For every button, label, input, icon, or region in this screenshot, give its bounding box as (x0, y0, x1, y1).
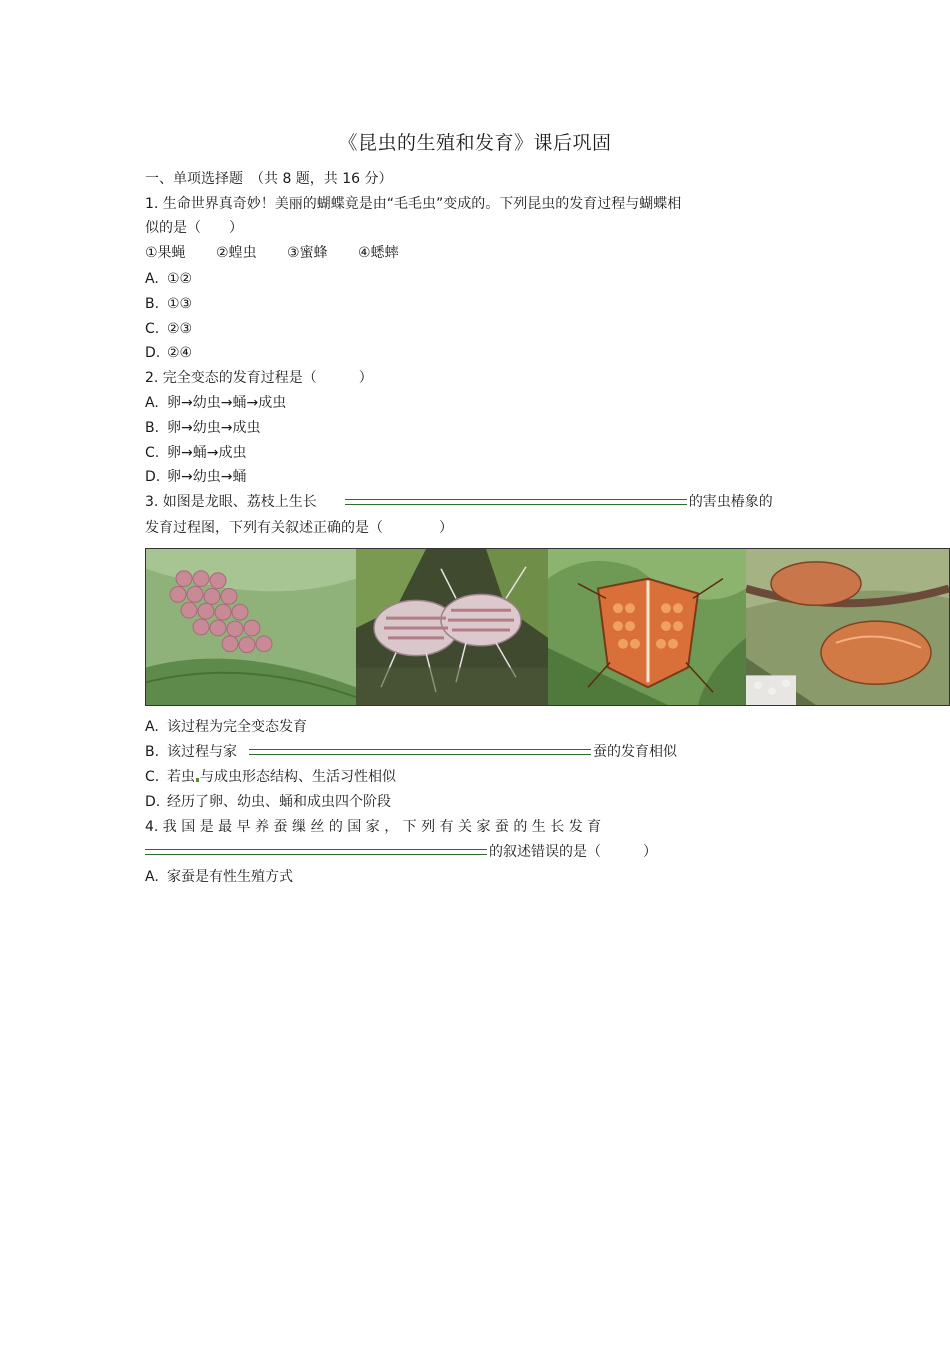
q2-option-a: A. 卵→幼虫→蛹→成虫 (145, 395, 287, 411)
q1-option-d: D. ②④ (145, 345, 193, 361)
q3-blank-line (345, 499, 687, 505)
q4-stem-line1: 4. 我 国 是 最 早 养 蚕 缫 丝 的 国 家 ， 下 列 有 关 家 蚕 的 生 长 发 育 (145, 819, 602, 835)
stray-mark (196, 778, 199, 782)
q1-items (145, 244, 399, 262)
q4-blank-line (145, 849, 487, 855)
q3-option-a: A. 该过程为完全变态发育 (145, 719, 307, 735)
q1-stem-line2: 似的是（ ） (145, 220, 243, 236)
q3-stem-line1: 3. 如图是龙眼、荔枝上生长 的害虫椿象的 (145, 494, 773, 510)
page-title: 《昆虫的生殖和发育》课后巩固 (338, 132, 612, 154)
q1-option-a: A. ①② (145, 271, 193, 287)
q1-item: ③蜜蜂 (287, 245, 328, 261)
egg-cluster-photo (146, 549, 356, 705)
q3-option-c: C. 若虫 与成虫形态结构、生活习性相似 (145, 769, 396, 785)
q2-option-b: B. 卵→幼虫→成虫 (145, 420, 261, 436)
young-nymph-photo (356, 549, 548, 705)
q1-item: ②蝗虫 (216, 245, 257, 261)
older-nymph-photo (548, 549, 746, 705)
q1-stem-line1: 1. 生命世界真奇妙！美丽的蝴蝶竟是由“毛毛虫”变成的。下列昆虫的发育过程与蝴蝶相 (145, 196, 682, 212)
q1-item: ④蟋蟀 (358, 245, 399, 261)
q1-option-b: B. ①③ (145, 296, 193, 312)
q4-option-a: A. 家蚕是有性生殖方式 (145, 869, 293, 885)
q4-stem-line2: 的叙述错误的是（ ） (145, 843, 657, 861)
q2-option-c: C. 卵→蛹→成虫 (145, 445, 247, 461)
q3-option-b: B. 该过程与家 蚕的发育相似 (145, 744, 677, 760)
adult-bug-photo (746, 549, 949, 705)
q2-stem: 2. 完全变态的发育过程是（ ） (145, 370, 373, 386)
q1-item: ①果蝇 (145, 245, 186, 261)
q2-option-d: D. 卵→幼虫→蛹 (145, 469, 247, 485)
q3-stem-line2: 发育过程图，下列有关叙述正确的是（ ） (145, 520, 453, 536)
section-heading: 一、单项选择题 （共 8 题，共 16 分） (145, 171, 393, 187)
q3-option-d: D. 经历了卵、幼虫、蛹和成虫四个阶段 (145, 794, 391, 810)
q3-optb-blank-line (249, 749, 591, 755)
q1-option-c: C. ②③ (145, 321, 193, 337)
stink-bug-development-figure (145, 548, 950, 706)
